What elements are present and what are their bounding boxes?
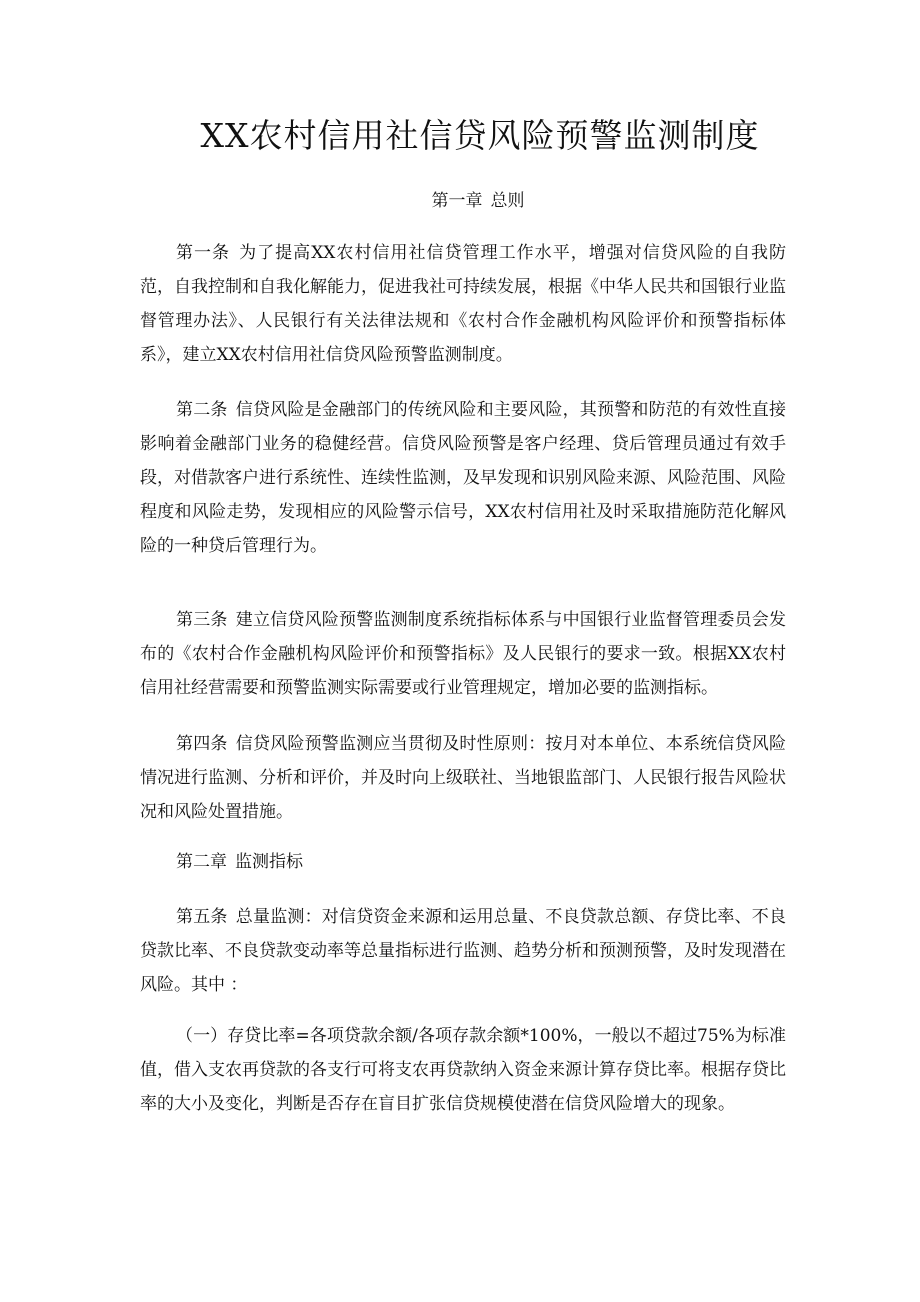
article-5-text: 总量监测：对信贷资金来源和运用总量、不良贷款总额、存贷比率、不良贷款比率、不良贷款变动率等总量指标进行监测、趋势分析和预测预警，及时发现潜在风险。其中 ： <box>140 907 787 995</box>
document-title: XX农村信用社信贷风险预警监测制度 <box>200 116 760 155</box>
article-1 <box>140 236 786 372</box>
article-5 <box>140 900 786 1002</box>
chapter-2-name: 监测指标 <box>235 852 303 872</box>
article-3-number: 第三条 <box>176 610 228 630</box>
article-2-text: 信贷风险是金融部门的传统风险和主要风险，其预警和防范的有效性直接影响着金融部门业务的稳健经营。信贷风险预警是客户经理、贷后管理员通过有效手段，对借款客户进行系统性、连续性监测，及早发现和识别风险来源、风险范围、风险程度和风险走势，发现相应的风险警示信号，XX农村信用社及时采取措施防范化解风险的一种贷后管理行为。 <box>140 400 787 556</box>
article-4-number: 第四条 <box>176 734 228 754</box>
article-5-item-1: （一）存贷比率=各项贷款余额/各项存款余额*100%，一般以不超过75%为标准值，借入支农再贷款的各支行可将支农再贷款纳入资金来源计算存贷比率。根据存贷比率的大小及变化，判断是否存在盲目扩张信贷规模使潜在信贷风险增大的现象。 <box>140 1026 786 1114</box>
article-1-number: 第一条 <box>176 243 231 263</box>
chapter-2-heading <box>176 845 303 879</box>
chapter-1-name: 总则 <box>490 191 525 211</box>
article-2 <box>140 393 786 563</box>
article-5-number: 第五条 <box>176 907 228 927</box>
article-3-text: 建立信贷风险预警监测制度系统指标体系与中国银行业监督管理委员会发布的《农村合作金融机构风险评价和预警指标》及人民银行的要求一致。根据XX农村信用社经营需要和预警监测实际需要或行业管理规定，增加必要的监测指标。 <box>140 610 787 698</box>
chapter-2-number: 第二章 <box>176 852 227 872</box>
article-2-number: 第二条 <box>176 400 228 420</box>
article-4 <box>140 727 786 829</box>
article-3 <box>140 603 786 705</box>
chapter-1-heading <box>0 186 920 216</box>
article-4-text: 信贷风险预警监测应当贯彻及时性原则：按月对本单位、本系统信贷风险情况进行监测、分析和评价，并及时向上级联社、当地银监部门、人民银行报告风险状况和风险处置措施。 <box>140 734 787 822</box>
article-1-text: 为了提高XX农村信用社信贷管理工作水平，增强对信贷风险的自我防范，自我控制和自我化解能力，促进我社可持续发展，根据《中华人民共和国银行业监督管理办法》、人民银行有关法律法规和《农村合作金融机构风险评价和预警指标体系》，建立XX农村信用社信贷风险预警监测制度。 <box>140 243 786 365</box>
chapter-1-number: 第一章 <box>431 191 483 211</box>
